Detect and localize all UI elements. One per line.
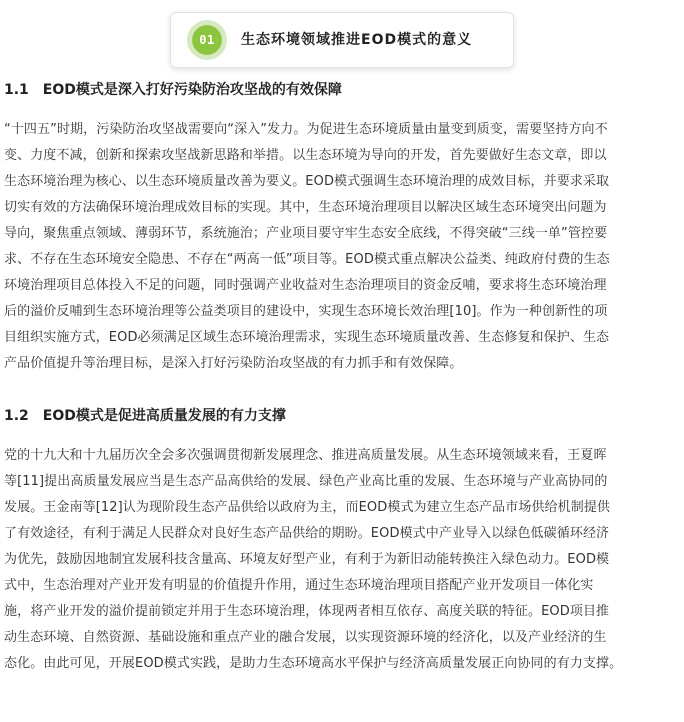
paragraph-line: 切实有效的方法确保环境治理成效目标的实现。其中，生态环境治理项目以解决区域生态环境突出问题为 [4,200,607,215]
paragraph-line: 式中，生态治理对产业开发有明显的价值提升作用，通过生态环境治理项目搭配产业开发项目一体化实 [4,578,594,593]
section-number-badge [187,20,227,60]
paragraph-line: 施，将产业开发的溢价提前锁定并用于生态环境治理，体现两者相互依存、高度关联的特征。EOD项目推 [4,604,610,619]
section-heading-1-1: 1.1 EOD模式是深入打好污染防治攻坚战的有效保障 [4,82,342,98]
paragraph-line: 环境治理项目总体投入不足的问题，同时强调产业收益对生态治理项目的资金反哺，要求将生态环境治理 [4,278,607,293]
paragraph-line: 动生态环境、自然资源、基础设施和重点产业的融合发展，以实现资源环境的经济化，以及产业经济的生 [4,630,607,645]
paragraph-line: 了有效途径，有利于满足人民群众对良好生态产品供给的期盼。EOD模式中产业导入以绿色低碳循环经济 [4,526,610,541]
paragraph-line: 产品价值提升等治理目标，是深入打好污染防治攻坚战的有力抓手和有效保障。 [4,356,463,371]
paragraph-line: 目组织实施方式，EOD必须满足区域生态环境治理需求，实现生态环境质量改善、生态修复和保护、生态 [4,330,610,345]
paragraph-line: 变、力度不减，创新和探索攻坚战新思路和举措。以生态环境为导向的开发，首先要做好生态文章，即以 [4,148,607,163]
section-paragraph-1-2 [4,443,680,677]
paragraph-line: 等[11]提出高质量发展应当是生态产品高供给的发展、绿色产业高比重的发展、生态环境与产业高协同的 [4,474,608,489]
paragraph-line: 发展。王金南等[12]认为现阶段生态产品供给以政府为主，而EOD模式为建立生态产品市场供给机制提供 [4,500,611,515]
paragraph-line: 求、不存在生态环境安全隐患、不存在“两高一低”项目等。EOD模式重点解决公益类、纯政府付费的生态 [4,252,610,267]
paragraph-line: 生态环境治理为核心、以生态环境质量改善为要义。EOD模式强调生态环境治理的成效目标，并要求采取 [4,174,610,189]
paragraph-line: “十四五”时期，污染防治攻坚战需要向“深入”发力。为促进生态环境质量由量变到质变，需要坚持方向不 [4,122,608,137]
paragraph-line: 态化。由此可见，开展EOD模式实践，是助力生态环境高水平保护与经济高质量发展正向协同的有力支撑。 [4,656,623,671]
section-number: 01 [199,33,215,47]
paragraph-line: 后的溢价反哺到生态环境治理等公益类项目的建设中，实现生态环境长效治理[10]。作为一种创新性的项 [4,304,608,319]
section-paragraph-1-1 [4,117,680,377]
paragraph-line: 导向，聚焦重点领域、薄弱环节，系统施治；产业项目要守牢生态安全底线，不得突破“三线一单”管控要 [4,226,608,241]
paragraph-line: 为优先，鼓励因地制宜发展科技含量高、环境友好型产业，有利于为新旧动能转换注入绿色动力。EOD模 [4,552,610,567]
section-heading-1-2: 1.2 EOD模式是促进高质量发展的有力支撑 [4,408,286,424]
banner-title: 生态环境领域推进EOD模式的意义 [241,32,473,48]
paragraph-line: 党的十九大和十九届历次全会多次强调贯彻新发展理念、推进高质量发展。从生态环境领域来看，王夏晖 [4,448,607,463]
section-banner [170,12,514,68]
